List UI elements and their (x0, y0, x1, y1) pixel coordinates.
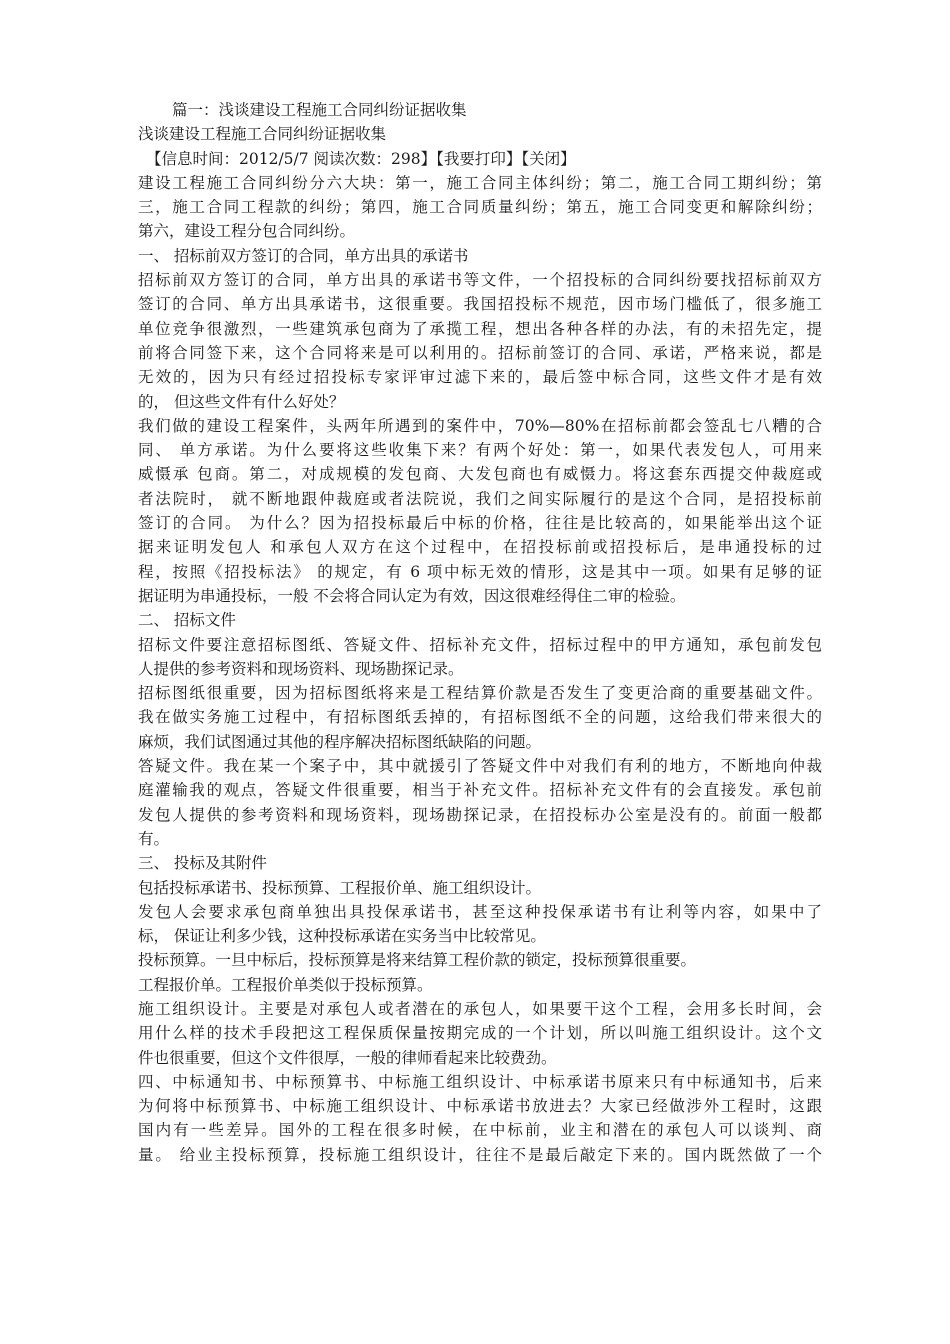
body-text-line: 发包人会要求承包商单独出具投保承诺书，甚至这种投保承诺书有让利等内容，如果中了 (138, 902, 822, 921)
body-text-line: 据证明为串通投标，一般 不会将合同认定为有效，因这很难经得住二审的检验。 (138, 586, 686, 605)
body-text-line: 的， 但这些文件有什么好处？ (138, 392, 345, 411)
body-text-line: 无效的，因为只有经过招投标专家评审过滤下来的，最后签中标合同，这些文件才是有效 (138, 368, 822, 387)
body-text-line: 一、 招标前双方签订的合同，单方出具的承诺书 (138, 246, 469, 265)
body-text-line: 标， 保证让利多少钱，这种投标承诺在实务当中比较常见。 (138, 927, 546, 946)
body-text-line: 我们做的建设工程案件，头两年所遇到的案件中，70%—80%在招标前都会签乱七八糟的合 (138, 416, 822, 435)
body-text-line: 答疑文件。我在某一个案子中，其中就援引了答疑文件中对我们有利的地方，不断地向仲裁 (138, 757, 822, 776)
body-text-line: 前将合同签下来，这个合同将来是可以利用的。招标前签订的合同、承诺，严格来说，都是 (138, 343, 822, 362)
body-text-line: 三，施工合同工程款的纠纷；第四，施工合同质量纠纷；第五，施工合同变更和解除纠纷； (138, 198, 822, 217)
body-text-line: 签订的合同、单方出具承诺书，这很重要。我国招投标不规范，因市场门槛低了，很多施工 (138, 295, 822, 314)
body-text-line: 发包人提供的参考资料和现场资料，现场勘探记录，在招投标办公室是没有的。前面一般都 (138, 805, 822, 824)
body-text-line: 程，按照《招投标法》 的规定，有 6 项中标无效的情形，这是其中一项。如果有足够的证 (138, 562, 822, 581)
body-text-line: 庭灌输我的观点，答疑文件很重要，相当于补充文件。招标补充文件有的会直接发。承包前 (138, 781, 822, 800)
body-text-line: 建设工程施工合同纠纷分六大块：第一，施工合同主体纠纷；第二，施工合同工期纠纷；第 (138, 173, 822, 192)
body-text-line: 三、 投标及其附件 (138, 854, 267, 873)
body-text-line: 单位竞争很激烈，一些建筑承包商为了承揽工程，想出各种各样的办法，有的未招先定，提 (138, 319, 822, 338)
article-title: 浅谈建设工程施工合同纠纷证据收集 (138, 125, 387, 144)
body-text-line: 有。 (138, 829, 170, 848)
body-text-line: 签订的合同。 为什么？因为招投标最后中标的价格，往往是比较高的，如果能举出这个证 (138, 514, 822, 533)
body-text-line: 投标预算。一旦中标后，投标预算是将来结算工程价款的锁定，投标预算很重要。 (138, 951, 697, 970)
document-body (138, 98, 822, 1167)
body-text-line: 招标图纸很重要，因为招标图纸将来是工程结算价款是否发生了变更洽商的重要基础文件。 (138, 684, 822, 703)
body-text-line: 第六，建设工程分包合同纠纷。 (138, 222, 356, 241)
body-text-line: 用什么样的技术手段把这工程保质保量按期完成的一个计划，所以叫施工组织设计。这个文 (138, 1024, 822, 1043)
body-text-line: 为何将中标预算书、中标施工组织设计、中标承诺书放进去？大家已经做涉外工程时，这跟 (138, 1097, 822, 1116)
body-text-line: 同、 单方承诺。为什么要将这些收集下来？有两个好处：第一，如果代表发包人，可用来 (138, 441, 822, 460)
body-text-line: 四、中标通知书、中标预算书、中标施工组织设计、中标承诺书原来只有中标通知书，后来 (138, 1072, 822, 1091)
body-text-line: 工程报价单。工程报价单类似于投标预算。 (138, 975, 433, 994)
body-text-line: 件也很重要，但这个文件很厚，一般的律师看起来比较费劲。 (138, 1048, 557, 1067)
body-text-line: 威慑承 包商。第二，对成规模的发包商、大发包商也有威慑力。将这套东西提交仲裁庭或 (138, 465, 822, 484)
body-text-line: 国内有一些差异。国外的工程在很多时候，在中标前，业主和潜在的承包人可以谈判、商 (138, 1121, 822, 1140)
document-title: 篇一：浅谈建设工程施工合同纠纷证据收集 (172, 101, 467, 119)
body-text-line: 二、 招标文件 (138, 611, 236, 630)
body-text-line: 施工组织设计。主要是对承包人或者潜在的承包人，如果要干这个工程，会用多长时间，会 (138, 999, 822, 1018)
body-text-line: 麻烦，我们试图通过其他的程序解决招标图纸缺陷的问题。 (138, 732, 542, 751)
body-text-line: 量。 给业主投标预算，投标施工组织设计，往往不是最后敲定下来的。国内既然做了一个 (138, 1145, 822, 1164)
body-text-line: 招标文件要注意招标图纸、答疑文件、招标补充文件，招标过程中的甲方通知，承包前发包 (138, 635, 822, 654)
body-text-line: 包括投标承诺书、投标预算、工程报价单、施工组织设计。 (138, 878, 542, 897)
article-meta: 【信息时间：2012/5/7 阅读次数：298】【我要打印】【关闭】 (146, 149, 576, 168)
body-text-line: 我在做实务施工过程中，有招标图纸丢掉的，有招标图纸不全的问题，这给我们带来很大的 (138, 708, 822, 727)
body-text-line: 者法院时， 就不断地跟仲裁庭或者法院说，我们之间实际履行的是这个合同，是招投标前 (138, 489, 822, 508)
body-text-line: 人提供的参考资料和现场资料、现场勘探记录。 (138, 659, 464, 678)
body-text-line: 招标前双方签订的合同，单方出具的承诺书等文件，一个招投标的合同纠纷要找招标前双方 (138, 271, 822, 290)
body-text-line: 据来证明发包人 和承包人双方在这个过程中，在招投标前或招投标后，是串通投标的过 (138, 538, 822, 557)
